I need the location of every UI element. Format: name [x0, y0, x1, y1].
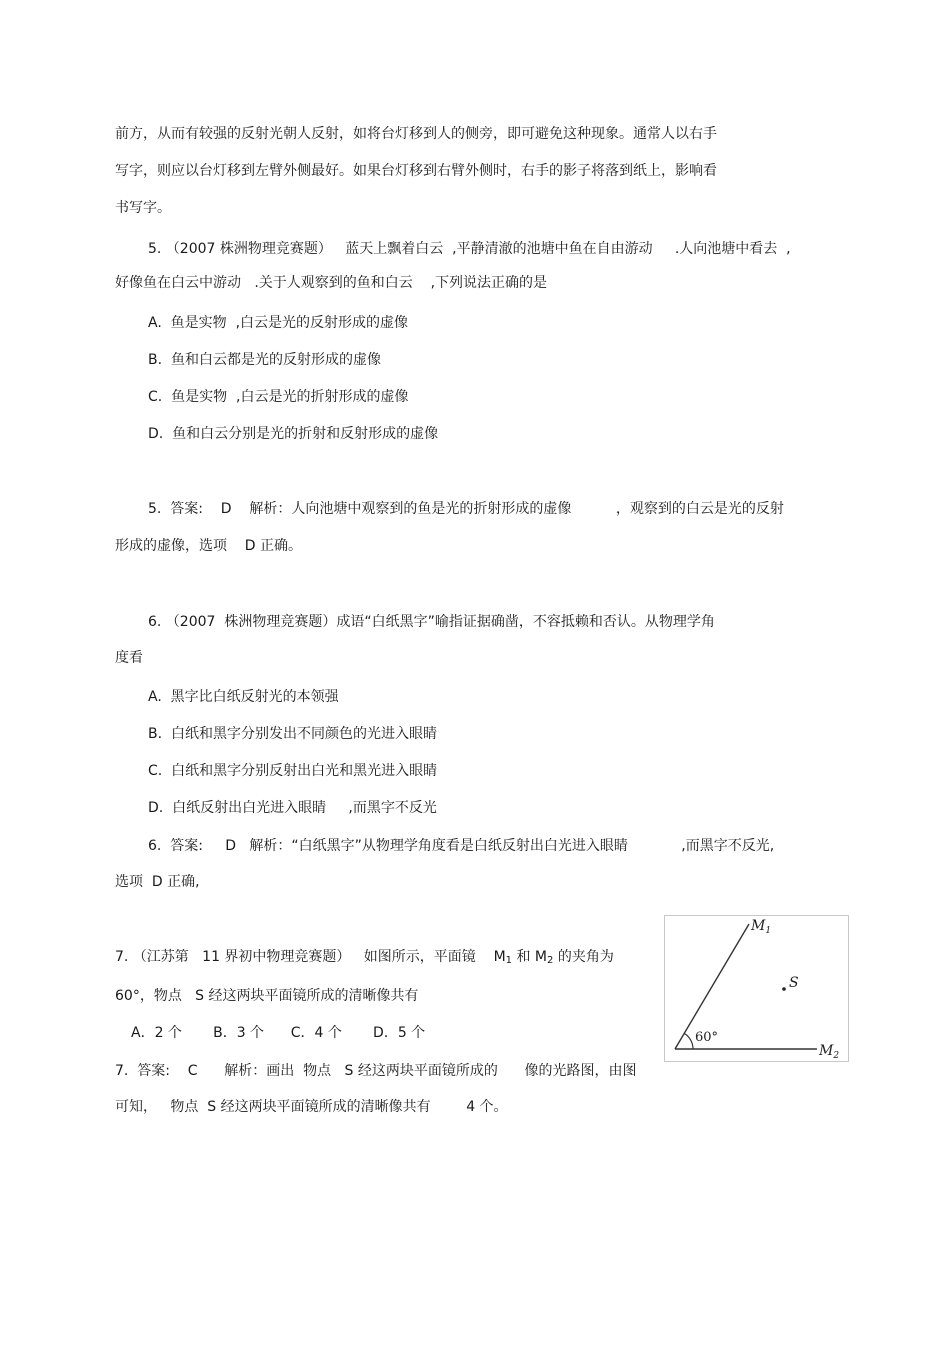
angle-label: 60° [695, 1030, 719, 1045]
q7-sub-1: 1 [505, 955, 513, 966]
q7-options: A．2 个 B．3 个 C．4 个 D．5 个 [131, 1025, 426, 1041]
q7-stem-mid: 和 M [512, 949, 548, 965]
q7-stem-line-2: 60°，物点 S 经这两块平面镜所成的清晰像共有 [115, 988, 419, 1004]
q5-option-c: C. 鱼是实物 ,白云是光的折射形成的虚像 [148, 389, 409, 405]
q7-sub-2: 2 [547, 955, 554, 966]
q7-answer-line-2: 可知， 物点 S 经这两块平面镜所成的清晰像共有 4 个。 [115, 1099, 508, 1115]
m2-letter: M [819, 1043, 834, 1059]
q6-stem-line-2: 度看 [115, 650, 143, 666]
m1-letter: M [751, 918, 766, 934]
intro-line-1: 前方，从而有较强的反射光朝人反射，如将台灯移到人的侧旁，即可避免这种现象。通常人以右手 [115, 126, 717, 142]
m2-label [818, 1043, 839, 1061]
q6-answer-line-1: 6. 答案: D 解析：“白纸黑字”从物理学角度看是白纸反射出白光进入眼睛 ,而黑字不反光, [148, 838, 775, 854]
q5-stem-line-2: 好像鱼在白云中游动 .关于人观察到的鱼和白云 ,下列说法正确的是 [115, 275, 548, 291]
q5-answer-line-1: 5. 答案: D 解析：人向池塘中观察到的鱼是光的折射形成的虚像 ，观察到的白云是光的反射 [148, 501, 784, 517]
q6-option-d: D. 白纸反射出白光进入眼睛 ,而黑字不反光 [148, 800, 437, 816]
intro-line-3: 书写字。 [115, 200, 171, 216]
q7-stem-line-1 [115, 947, 614, 971]
q6-answer-line-2: 选项 D 正确, [115, 874, 200, 890]
q5-option-b: B. 鱼和白云都是光的反射形成的虚像 [148, 352, 381, 368]
m1-sub: 1 [765, 926, 772, 936]
q6-option-b: B. 白纸和黑字分别发出不同颜色的光进入眼睛 [148, 726, 437, 742]
q5-stem-line-1: 5. （2007 株洲物理竞赛题） 蓝天上飘着白云 ,平静清澈的池塘中鱼在自由游动 .人向池塘中看去 , [148, 241, 791, 257]
intro-line-2: 写字，则应以台灯移到左臂外侧最好。如果台灯移到右臂外侧时，右手的影子将落到纸上，影响看 [115, 163, 717, 179]
q6-option-c: C. 白纸和黑字分别反射出白光和黑光进入眼睛 [148, 763, 438, 779]
mirror-diagram [665, 916, 848, 1061]
q7-stem-pre: 7. （江苏第 11 界初中物理竞赛题） 如图所示，平面镜 M [115, 949, 506, 965]
point-s-label: S [789, 975, 799, 991]
q7-answer-line-1: 7. 答案: C 解析：画出 物点 S 经这两块平面镜所成的 像的光路图，由图 [115, 1063, 637, 1079]
mirror-figure [664, 915, 849, 1062]
q7-stem-post: 的夹角为 [553, 949, 614, 965]
m2-sub: 2 [833, 1051, 840, 1061]
point-s-dot [782, 987, 786, 991]
q6-stem-line-1: 6. （2007 株洲物理竞赛题）成语“白纸黑字”喻指证据确凿，不容抵赖和否认。从物理学角 [148, 614, 715, 630]
q6-option-a: A. 黑字比白纸反射光的本领强 [148, 689, 339, 705]
q5-option-a: A. 鱼是实物 ,白云是光的反射形成的虚像 [148, 315, 409, 331]
q5-answer-line-2: 形成的虚像，选项 D 正确。 [115, 538, 303, 554]
m1-label [750, 918, 771, 936]
angle-arc [684, 1033, 693, 1049]
q5-option-d: D. 鱼和白云分别是光的折射和反射形成的虚像 [148, 426, 439, 442]
